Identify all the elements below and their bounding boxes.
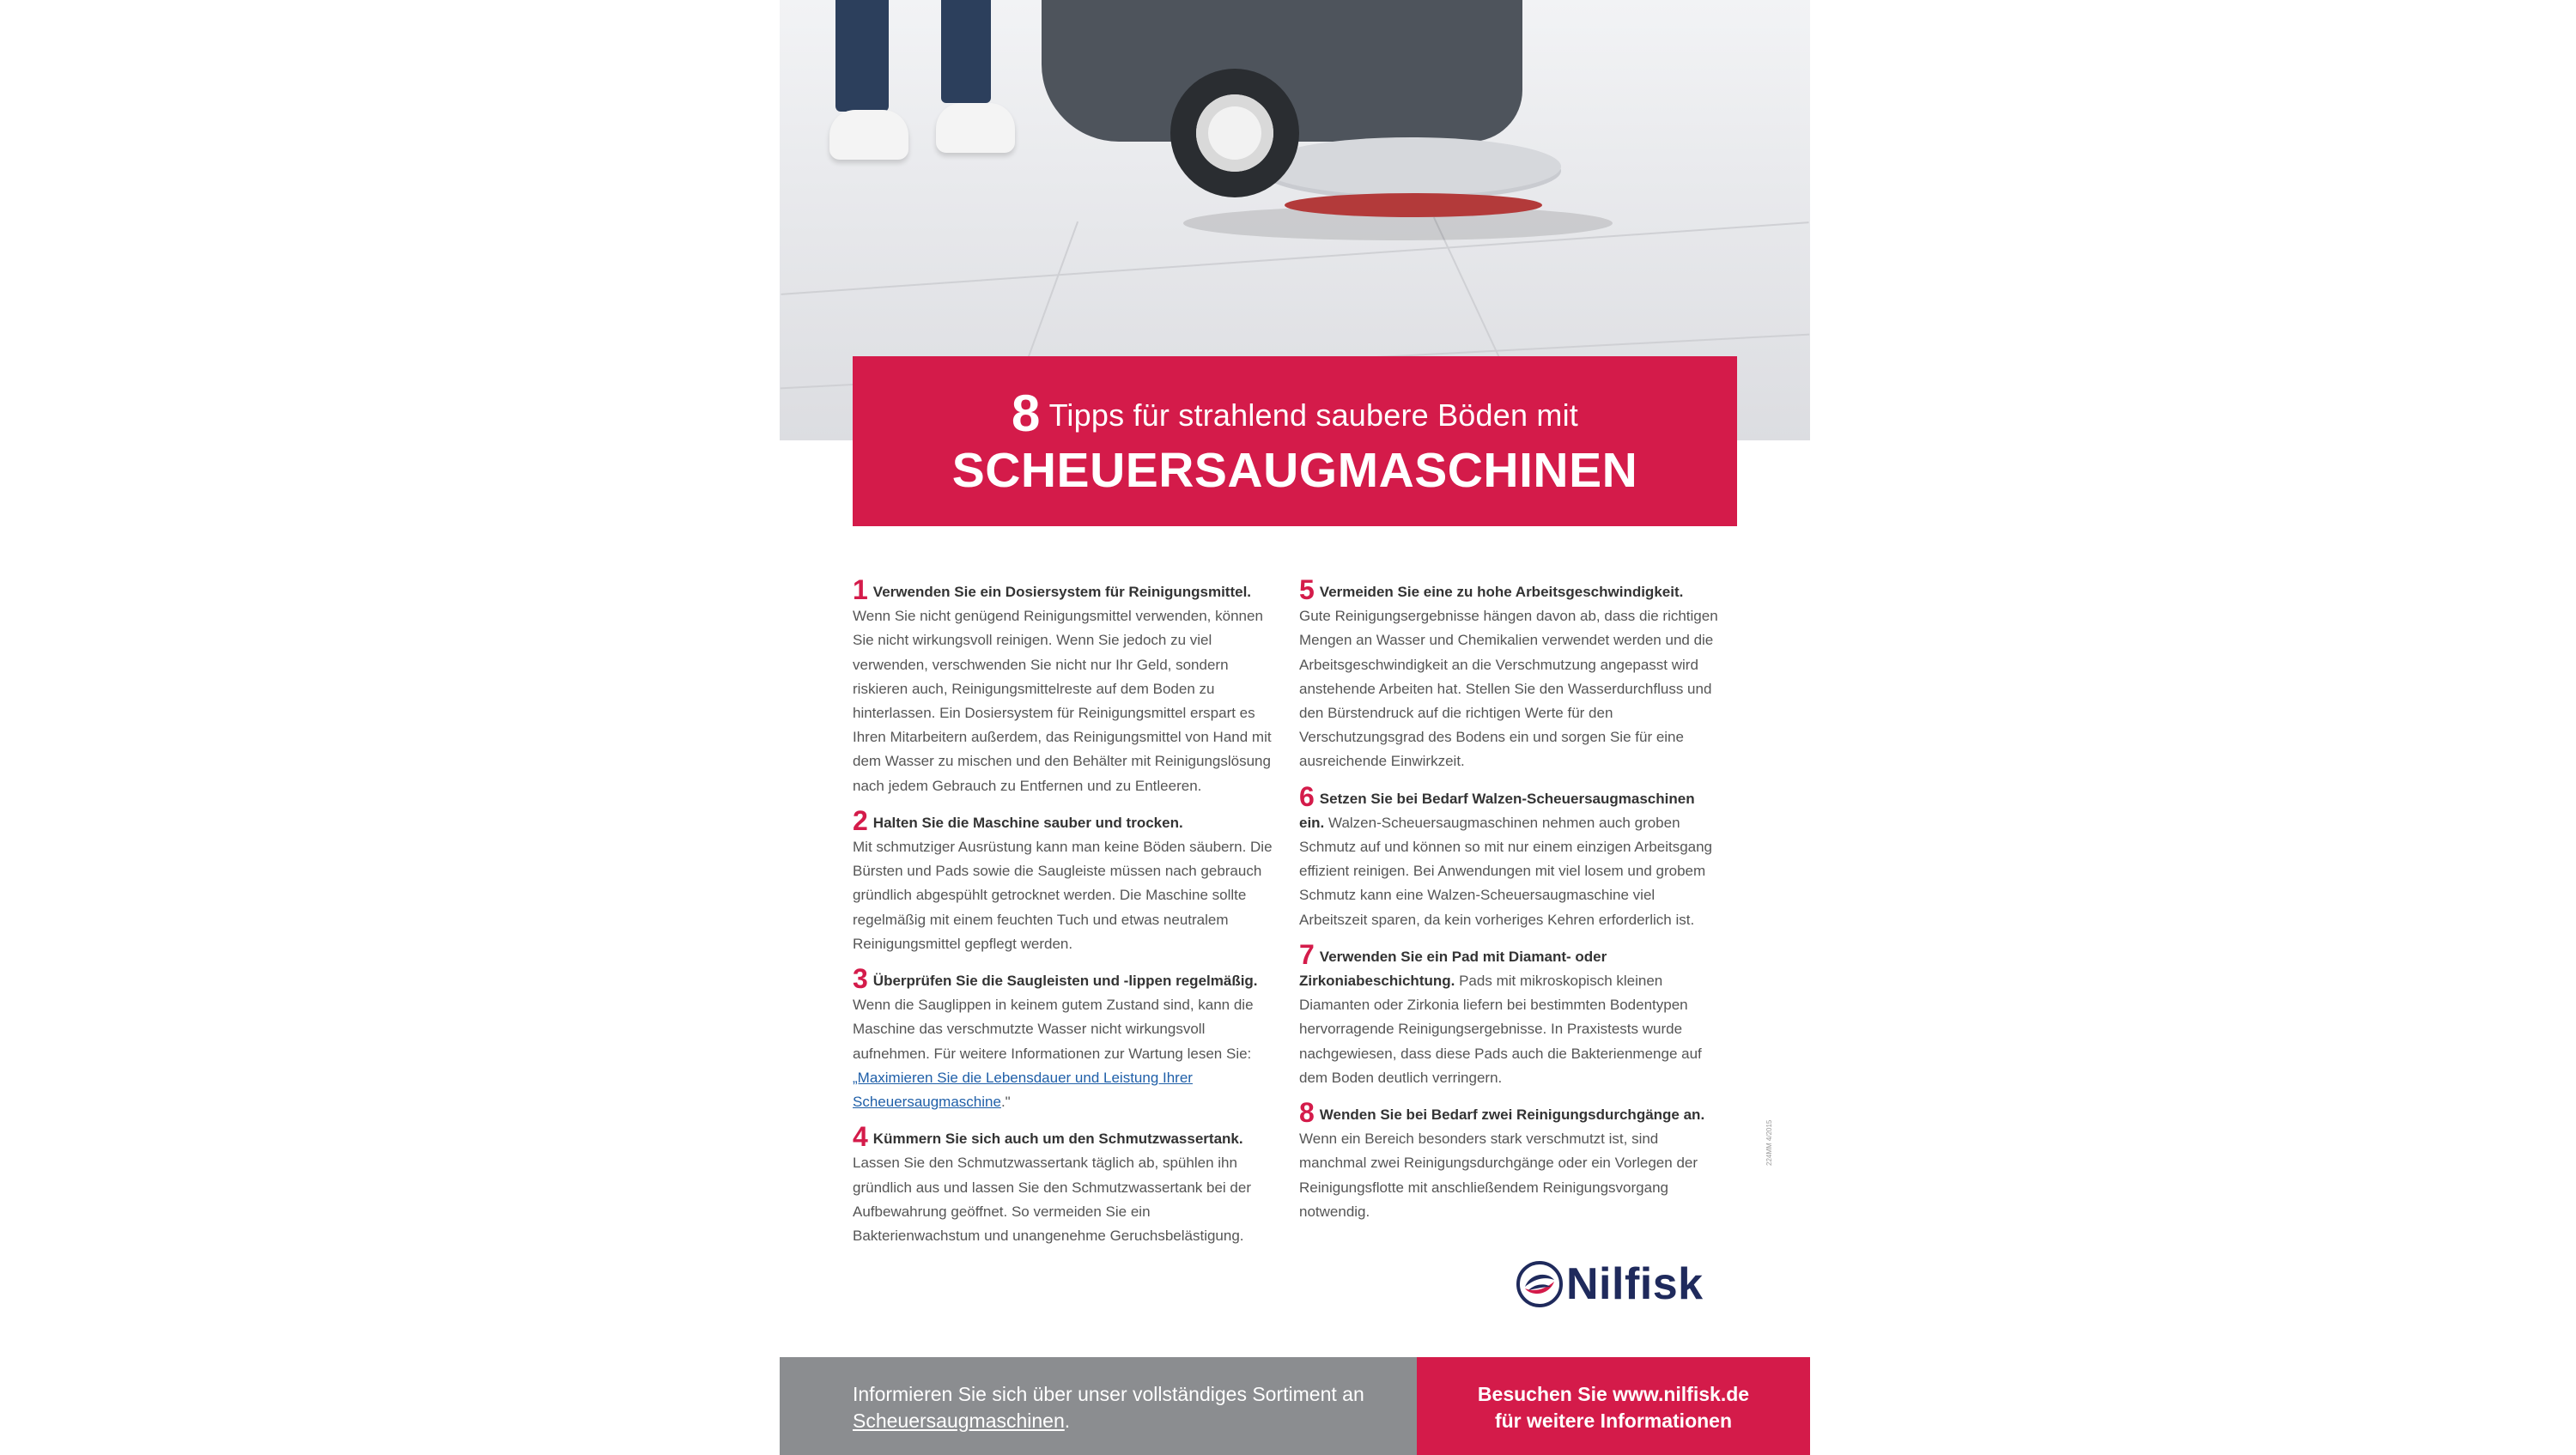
- scrubber-range-link[interactable]: Scheuersaugmaschinen: [853, 1410, 1065, 1432]
- tip-4: [853, 1121, 1273, 1248]
- tip-body: Wenn ein Bereich besonders stark verschmutzt ist, sind manchmal zwei Reinigungsdurchgänge oder ein Vorlegen der Reinigungsflotte mit anschließendem Reinigungsvorgang notwendig.: [1299, 1131, 1698, 1220]
- tip-heading: Verwenden Sie ein Pad mit Diamant- oder Zirkoniabeschichtung.: [1299, 948, 1607, 990]
- tip-number: 5: [1299, 574, 1315, 605]
- tip-6: [1299, 780, 1720, 932]
- footer-range-text: [853, 1381, 1417, 1434]
- nilfisk-swirl-icon: [1516, 1261, 1563, 1307]
- tip-7: [1299, 938, 1720, 1090]
- visit-website-text: [1417, 1381, 1810, 1434]
- tip-number: 1: [853, 574, 868, 605]
- tip-heading: Verwenden Sie ein Dosiersystem für Reinigungsmittel.: [872, 584, 1252, 600]
- tip-body: Wenn die Sauglippen in keinem gutem Zustand sind, kann die Maschine das verschmutzte Wasser nicht wirkungsvoll aufnehmen. Für weitere Informationen zur Wartung lesen Sie:: [853, 997, 1254, 1062]
- tip-body: Mit schmutziger Ausrüstung kann man keine Böden säubern. Die Bürsten und Pads sowie die Saugleiste müssen nach gebrauch gründlich abgespühlt getrocknet werden. Die Maschine sollte regelmäßig mit einem feuchten Tuch und etwas neutralem Reinigungsmittel gepflegt werden.: [853, 839, 1273, 952]
- tip-8: [1299, 1097, 1720, 1224]
- tip-number: 3: [853, 963, 868, 995]
- tip-heading: Überprüfen Sie die Saugleisten und -lippen regelmäßig.: [872, 973, 1258, 990]
- tip-body: Pads mit mikroskopisch kleinen Diamanten oder Zirkonia liefern bei bestimmten Bodentypen hervorragende Reinigungsergebnisse. In Praxistests wurde nachgewiesen, dass diese Pads auch die Bakterienmenge auf dem Boden deutlich verringern.: [1299, 973, 1702, 1086]
- tip-5: [1299, 574, 1720, 774]
- tip-heading: Setzen Sie bei Bedarf Walzen-Scheuersaugmaschinen ein.: [1299, 790, 1695, 831]
- tip-3: [853, 963, 1273, 1114]
- tip-body: Lassen Sie den Schmutzwassertank täglich ab, spühlen ihn gründlich aus und lassen Sie den Schmutzwassertank bei der Aufbewahrung geöffnet. So vermeiden Sie ein Bakterienwachstum und unangenehme Geruchsbelästigung.: [853, 1155, 1251, 1245]
- tip-number: 6: [1299, 780, 1315, 812]
- tip-number: 8: [1299, 1097, 1315, 1129]
- visit-website-line2: für weitere Informationen: [1494, 1410, 1733, 1432]
- visit-website-line1: Besuchen Sie www.nilfisk.de: [1477, 1383, 1750, 1405]
- tip-number: 2: [853, 804, 868, 836]
- title-banner: [853, 356, 1737, 526]
- banner-subtitle-line: [853, 384, 1737, 443]
- footer-range-label: Informieren Sie sich über unser vollständiges Sortiment an: [853, 1383, 1364, 1405]
- tip-number: 7: [1299, 938, 1315, 970]
- footer-range-box: [780, 1357, 1417, 1455]
- tip-heading: Halten Sie die Maschine sauber und trocken.: [872, 814, 1183, 831]
- visit-website-box[interactable]: [1417, 1357, 1810, 1455]
- tip-body: Gute Reinigungsergebnisse hängen davon ab, dass die richtigen Mengen an Wasser und Chemikalien verwendet werden und die Arbeitsgeschwindigkeit an die Verschmutzung angepasst wird anstehende Arbeiten hat. Stellen Sie den Wasserdurchfluss und den Bürstendruck auf die richtigen Werte für den Verschutzungsgrad des Bodens ein und sorgen Sie für eine ausreichende Einwirkzeit.: [1299, 608, 1718, 770]
- nilfisk-logo: [1516, 1257, 1704, 1312]
- banner-subtitle: Tipps für strahlend saubere Böden mit: [1048, 397, 1578, 433]
- tip-1: [853, 574, 1273, 798]
- banner-title: SCHEUERSAUGMASCHINEN: [951, 443, 1638, 498]
- tip-number: 4: [853, 1121, 868, 1153]
- tip-body: Wenn Sie nicht genügend Reinigungsmittel verwenden, können Sie nicht wirkungsvoll reinigen. Wenn Sie jedoch zu viel verwenden, verschwenden Sie nicht nur Ihr Geld, sondern riskieren auch, Reinigungsmittelreste auf dem Boden zu hinterlassen. Ein Dosiersystem für Reinigungsmittel erspart es Ihren Mitarbeitern außerdem, das Reinigungsmittel von Hand mit dem Wasser zu mischen und den Behälter mit Reinigungslösung nach jedem Gebrauch zu Entfernen und zu Entleeren.: [853, 608, 1272, 794]
- tip-link-suffix: .": [1000, 1094, 1011, 1111]
- tips-column-right: [1299, 574, 1720, 1237]
- document-code: 224MM 4/2015: [1765, 1119, 1773, 1166]
- tips-column-left: [853, 574, 1273, 1261]
- tip-heading: Wenden Sie bei Bedarf zwei Reinigungsdurchgänge an.: [1319, 1106, 1705, 1124]
- maintenance-article-link[interactable]: „Maximieren Sie die Lebensdauer und Leistung Ihrer Scheuersaugmaschine: [853, 1069, 1193, 1111]
- machine-wheel: [1170, 69, 1299, 197]
- tip-body: Walzen-Scheuersaugmaschinen nehmen auch groben Schmutz auf und können so mit nur einem einzigen Arbeitsgang effizient reinigen. Bei Anwendungen mit viel losem und grobem Schmutz kann eine Walzen-Scheuersaugmaschine viel Arbeitszeit sparen, da kein vorheriges Kehren erforderlich ist.: [1299, 814, 1713, 928]
- banner-number: 8: [1012, 385, 1041, 442]
- tip-heading: Vermeiden Sie eine zu hohe Arbeitsgeschwindigkeit.: [1319, 584, 1684, 600]
- footer-range-suffix: .: [1064, 1410, 1071, 1432]
- brand-wordmark: Nilfisk: [1566, 1259, 1704, 1309]
- tip-2: [853, 804, 1273, 956]
- tip-heading: Kümmern Sie sich auch um den Schmutzwassertank.: [872, 1131, 1243, 1148]
- flyer-page: [780, 0, 1810, 1449]
